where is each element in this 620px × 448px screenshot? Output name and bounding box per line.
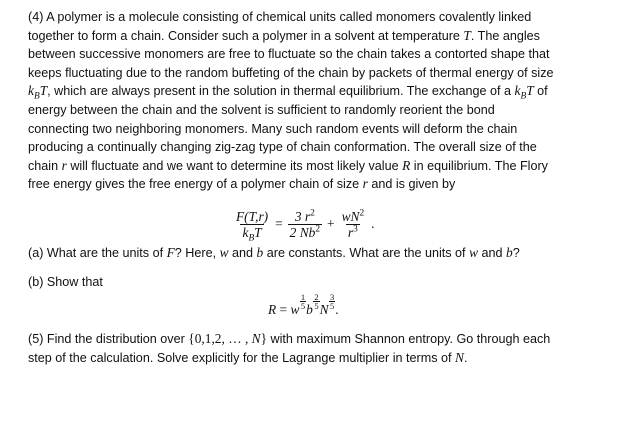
text-line: together to form a chain. Consider such a polymer in a solvent at temperature T. The angles <box>28 27 540 43</box>
exponent-N: 3 5 <box>330 292 335 311</box>
symbol-F: F <box>166 245 175 260</box>
text-line: energy between the chain and the solvent is sufficient to randomly reorient the bond <box>28 102 495 117</box>
symbol-R: R <box>402 157 411 173</box>
lhs-fraction: $\frac{F(T,r)}{k_BT}$ <box>236 208 269 244</box>
term1-fraction: $\frac{3 r^2}{2 Nb^2}$ <box>289 208 321 240</box>
text-line: $k_BT$, which are always present in the solution in thermal equilibrium. The exchange of a $k_BT$ of <box>28 83 548 103</box>
symbol-b: b <box>506 245 513 260</box>
symbol-w: w <box>469 245 478 260</box>
symbol-r: r <box>362 176 368 192</box>
exponent-b: 2 5 <box>314 292 319 311</box>
symbol-kbt: $k_BT$ <box>514 83 534 103</box>
equals-sign: = <box>275 216 283 231</box>
text-line: keeps fluctuating due to the random buffeting of the chain by packets of thermal energy of size <box>28 65 554 80</box>
text-line: free energy gives the free energy of a polymer chain of size r and is given by <box>28 176 456 192</box>
part-b-text: (b) Show that <box>28 275 103 289</box>
text-line: connecting two neighboring monomers. Many such random events will deform the chain <box>28 121 518 136</box>
text-line: step of the calculation. Solve explicitly for the Lagrange multiplier in terms of N. <box>28 349 468 365</box>
symbol-T: T <box>463 27 471 43</box>
symbol-r: r <box>61 157 67 173</box>
problem-4-text <box>28 8 603 194</box>
symbol-b: b <box>256 245 264 260</box>
period: . <box>371 216 375 231</box>
plus-sign: + <box>327 216 335 231</box>
text-line: between successive monomers are free to fluctuate so the chain takes a contorted shape that <box>28 47 550 62</box>
symbol-kbt: $k_BT$ <box>28 83 48 103</box>
problem-5-text <box>28 330 603 367</box>
exponent-w: 1 5 <box>300 292 306 311</box>
text-line: (5) Find the distribution over {0,1,2, … , N} with maximum Shannon entropy. Go through each <box>28 331 551 346</box>
text-line: (4) A polymer is a molecule consisting of chemical units called monomers covalently linked <box>28 10 532 24</box>
part-a-text: (a) What are the units of F? Here, w and b are constants. What are the units of w and b? <box>28 245 520 260</box>
flory-free-energy-equation <box>232 206 378 242</box>
symbol-w: w <box>219 245 229 260</box>
scaling-equation: R = w 1 5 b 2 5 N 3 5 . <box>268 292 339 317</box>
text-line: chain r will fluctuate and we want to determine its most likely value R in equilibrium. The Flory <box>28 157 548 173</box>
text-line: producing a continually changing zig-zag type of chain conformation. The overall size of the <box>28 140 537 155</box>
term2-fraction: $\frac{wN^2}{r^3}$ <box>341 208 365 240</box>
